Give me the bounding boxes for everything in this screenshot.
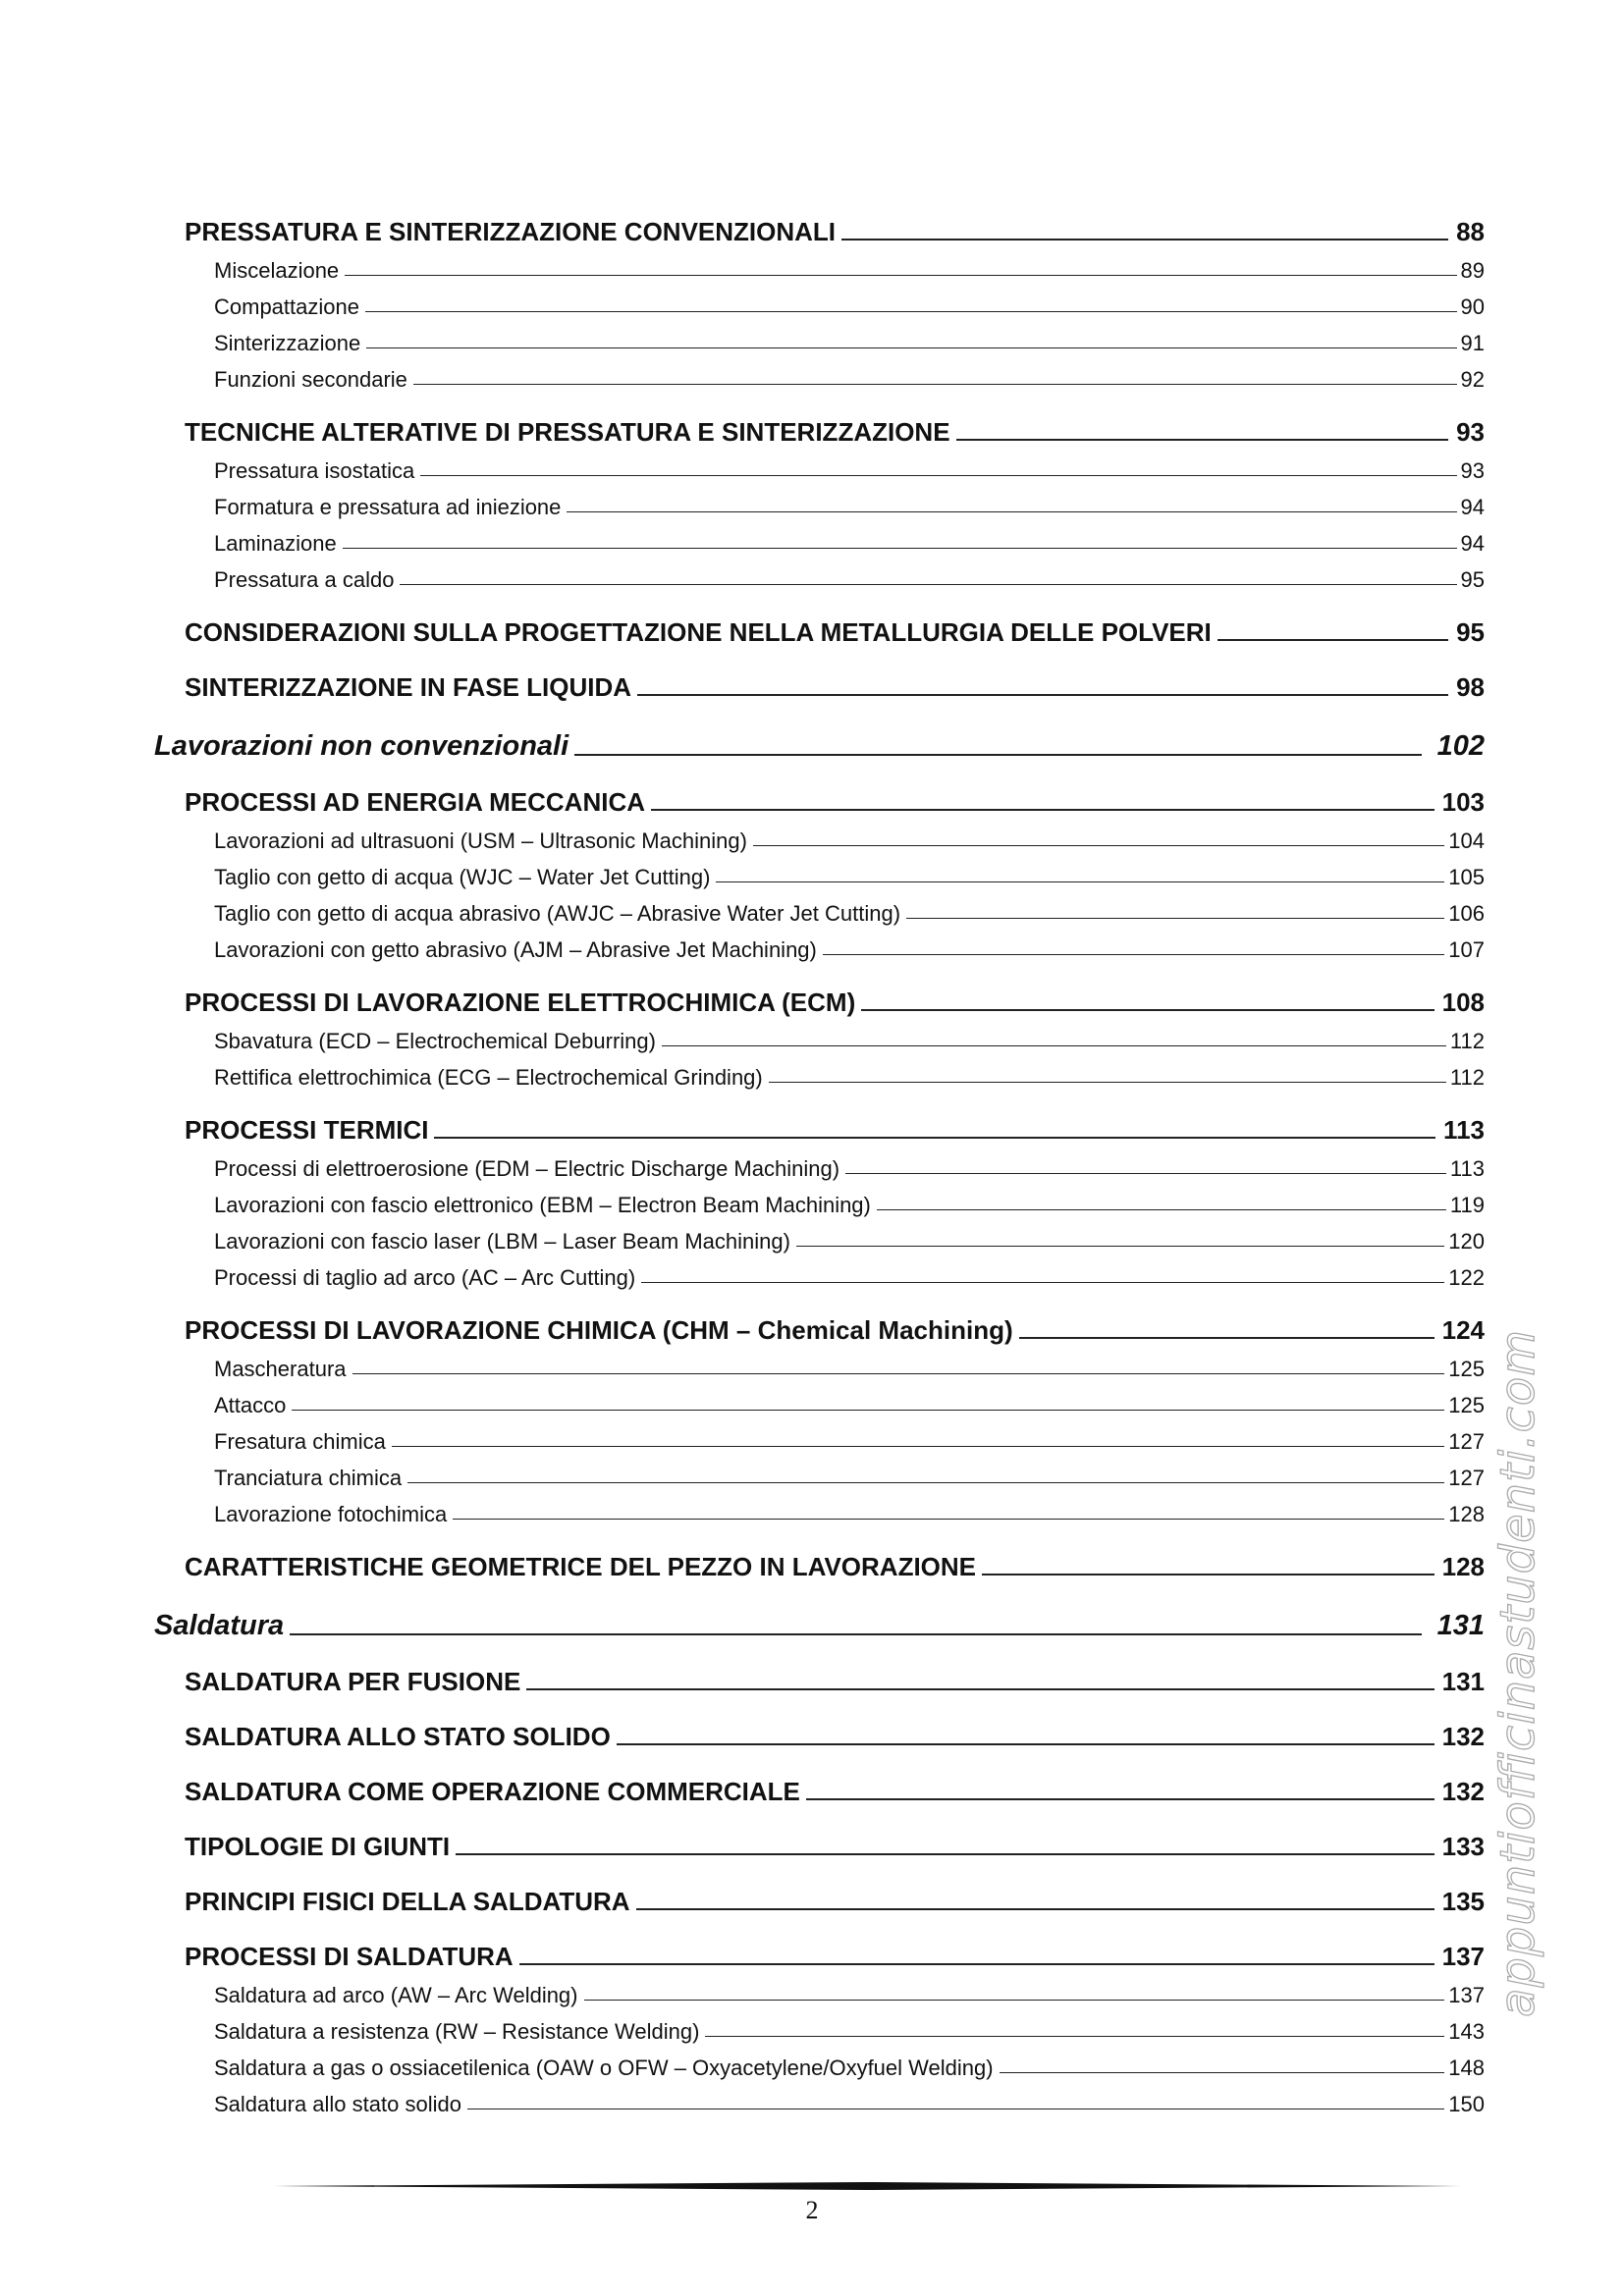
toc-section-entry[interactable] — [154, 1307, 1485, 1346]
toc-entry-page: 128 — [1448, 1502, 1485, 1526]
toc-leader-line — [352, 1373, 1445, 1374]
toc-entry-title: Lavorazioni non convenzionali — [154, 730, 569, 762]
toc-leader-line — [823, 954, 1444, 955]
toc-entry-title: Processi di elettroerosione (EDM – Electric Discharge Machining) — [214, 1156, 840, 1181]
toc-entry-page: 125 — [1448, 1393, 1485, 1417]
toc-leader-line — [769, 1082, 1446, 1083]
toc-leader-line — [343, 548, 1457, 549]
toc-entry-title: Saldatura ad arco (AW – Arc Welding) — [214, 1983, 578, 2007]
toc-leader-line — [861, 1009, 1434, 1011]
toc-leader-line — [841, 239, 1448, 240]
toc-leader-line — [1218, 639, 1448, 641]
toc-section-entry[interactable] — [154, 208, 1485, 247]
toc-entry-title: SALDATURA ALLO STATO SOLIDO — [185, 1722, 611, 1751]
toc-subsection-entry[interactable] — [154, 484, 1485, 520]
toc-entry-page: 93 — [1460, 458, 1485, 483]
toc-entry-title: Taglio con getto di acqua (WJC – Water Jet Cutting) — [214, 865, 711, 889]
toc-entry-page: 112 — [1449, 1065, 1485, 1090]
toc-leader-line — [392, 1446, 1444, 1447]
toc-entry-page: 102 — [1436, 730, 1485, 762]
toc-entry-title: Taglio con getto di acqua abrasivo (AWJC – Abrasive Water Jet Cutting) — [214, 901, 901, 926]
toc-section-entry[interactable] — [154, 1543, 1485, 1582]
toc-leader-line — [796, 1246, 1444, 1247]
toc-leader-line — [526, 1688, 1434, 1690]
toc-entry-page: 124 — [1441, 1315, 1485, 1345]
toc-subsection-entry[interactable] — [154, 284, 1485, 320]
toc-subsection-entry[interactable] — [154, 1418, 1485, 1455]
toc-section-entry[interactable] — [154, 664, 1485, 703]
toc-entry-page: 104 — [1448, 828, 1485, 853]
toc-leader-line — [753, 845, 1444, 846]
toc-entry-page: 143 — [1448, 2019, 1485, 2044]
toc-entry-page: 107 — [1448, 937, 1485, 962]
toc-leader-line — [420, 475, 1456, 476]
toc-entry-title: Miscelazione — [214, 258, 340, 283]
toc-leader-line — [806, 1798, 1435, 1800]
toc-entry-page: 133 — [1441, 1832, 1485, 1861]
toc-entry-page: 137 — [1448, 1983, 1485, 2007]
toc-entry-page: 95 — [1456, 617, 1485, 647]
toc-subsection-entry[interactable] — [154, 854, 1485, 890]
toc-entry-page: 92 — [1460, 367, 1485, 392]
toc-leader-line — [567, 511, 1456, 512]
toc-entry-title: Mascheratura — [214, 1357, 347, 1381]
toc-subsection-entry[interactable] — [154, 320, 1485, 356]
toc-entry-title: PROCESSI DI LAVORAZIONE ELETTROCHIMICA (ECM) — [185, 988, 856, 1017]
toc-leader-line — [366, 347, 1456, 348]
toc-entry-title: PROCESSI DI LAVORAZIONE CHIMICA (CHM – Chemical Machining) — [185, 1315, 1013, 1345]
toc-leader-line — [345, 275, 1456, 276]
toc-entry-page: 150 — [1448, 2092, 1485, 2116]
toc-entry-page: 95 — [1460, 567, 1485, 592]
toc-section-entry[interactable] — [154, 1106, 1485, 1146]
toc-section-entry[interactable] — [154, 1768, 1485, 1807]
toc-entry-title: Funzioni secondarie — [214, 367, 407, 392]
toc-subsection-entry[interactable] — [154, 1146, 1485, 1182]
toc-leader-line — [400, 584, 1456, 585]
toc-entry-page: 94 — [1460, 495, 1485, 519]
toc-entry-title: PROCESSI DI SALDATURA — [185, 1942, 514, 1971]
toc-entry-title: Attacco — [214, 1393, 287, 1417]
toc-leader-line — [956, 439, 1449, 441]
toc-entry-page: 91 — [1460, 331, 1485, 355]
toc-entry-title: Saldatura — [154, 1610, 285, 1641]
toc-entry-title: Sbavatura (ECD – Electrochemical Deburring) — [214, 1029, 656, 1053]
toc-entry-page: 132 — [1441, 1722, 1485, 1751]
toc-entry-title: Lavorazione fotochimica — [214, 1502, 448, 1526]
toc-entry-page: 131 — [1436, 1610, 1485, 1641]
toc-subsection-entry[interactable] — [154, 1218, 1485, 1255]
toc-leader-line — [641, 1282, 1444, 1283]
toc-leader-line — [407, 1482, 1444, 1483]
toc-entry-page: 122 — [1448, 1265, 1485, 1290]
footer-divider — [273, 2182, 1461, 2190]
toc-subsection-entry[interactable] — [154, 2081, 1485, 2117]
toc-entry-title: CONSIDERAZIONI SULLA PROGETTAZIONE NELLA METALLURGIA DELLE POLVERI — [185, 617, 1212, 647]
toc-subsection-entry[interactable] — [154, 1054, 1485, 1091]
toc-entry-page: 106 — [1448, 901, 1485, 926]
toc-section-entry[interactable] — [154, 979, 1485, 1018]
toc-entry-page: 108 — [1441, 988, 1485, 1017]
toc-entry-page: 119 — [1449, 1193, 1485, 1217]
toc-leader-line — [456, 1853, 1434, 1855]
toc-entry-page: 113 — [1449, 1156, 1485, 1181]
toc-leader-line — [292, 1410, 1444, 1411]
toc-entry-page: 125 — [1448, 1357, 1485, 1381]
page-number: 2 — [805, 2196, 819, 2224]
toc-chapter-entry[interactable] — [154, 1585, 1485, 1642]
toc-leader-line — [982, 1574, 1435, 1575]
toc-subsection-entry[interactable] — [154, 2045, 1485, 2081]
toc-entry-title: PROCESSI TERMICI — [185, 1115, 429, 1145]
toc-subsection-entry[interactable] — [154, 557, 1485, 593]
toc-leader-line — [716, 881, 1444, 882]
toc-subsection-entry[interactable] — [154, 890, 1485, 927]
toc-leader-line — [519, 1963, 1435, 1965]
toc-subsection-entry[interactable] — [154, 1255, 1485, 1291]
toc-leader-line — [413, 384, 1457, 385]
toc-entry-title: Lavorazioni ad ultrasuoni (USM – Ultrasonic Machining) — [214, 828, 747, 853]
toc-chapter-entry[interactable] — [154, 706, 1485, 763]
toc-entry-title: SINTERIZZAZIONE IN FASE LIQUIDA — [185, 672, 632, 702]
toc-subsection-entry[interactable] — [154, 1491, 1485, 1527]
toc-entry-page: 94 — [1460, 531, 1485, 556]
toc-entry-title: PRESSATURA E SINTERIZZAZIONE CONVENZIONALI — [185, 217, 837, 246]
toc-entry-page: 103 — [1441, 787, 1485, 817]
toc-subsection-entry[interactable] — [154, 1455, 1485, 1491]
toc-entry-title: PROCESSI AD ENERGIA MECCANICA — [185, 787, 646, 817]
toc-entry-title: TIPOLOGIE DI GIUNTI — [185, 1832, 451, 1861]
toc-entry-page: 98 — [1456, 672, 1485, 702]
toc-entry-title: Lavorazioni con fascio elettronico (EBM – Electron Beam Machining) — [214, 1193, 871, 1217]
toc-section-entry[interactable] — [154, 778, 1485, 818]
toc-subsection-entry[interactable] — [154, 927, 1485, 963]
toc-entry-page: 113 — [1443, 1115, 1485, 1145]
toc-leader-line — [906, 918, 1444, 919]
toc-subsection-entry[interactable] — [154, 356, 1485, 393]
toc-entry-title: Laminazione — [214, 531, 337, 556]
toc-entry-title: Tranciatura chimica — [214, 1466, 403, 1490]
toc-leader-line — [877, 1209, 1446, 1210]
toc-subsection-entry[interactable] — [154, 448, 1485, 484]
toc-leader-line — [636, 1908, 1435, 1910]
toc-leader-line — [574, 754, 1421, 756]
toc-entry-page: 131 — [1441, 1667, 1485, 1696]
toc-section-entry[interactable] — [154, 1878, 1485, 1917]
toc-section-entry[interactable] — [154, 1713, 1485, 1752]
toc-leader-line — [434, 1137, 1435, 1139]
toc-entry-page: 88 — [1456, 217, 1485, 246]
toc-entry-page: 89 — [1460, 258, 1485, 283]
toc-entry-title: CARATTERISTICHE GEOMETRICE DEL PEZZO IN LAVORAZIONE — [185, 1552, 977, 1581]
toc-entry-title: Formatura e pressatura ad iniezione — [214, 495, 562, 519]
toc-entry-title: Processi di taglio ad arco (AC – Arc Cutting) — [214, 1265, 636, 1290]
toc-subsection-entry[interactable] — [154, 1182, 1485, 1218]
toc-entry-page: 93 — [1456, 417, 1485, 447]
toc-subsection-entry[interactable] — [154, 520, 1485, 557]
toc-subsection-entry[interactable] — [154, 1346, 1485, 1382]
toc-entry-page: 127 — [1448, 1429, 1485, 1454]
toc-section-entry[interactable] — [154, 609, 1485, 648]
toc-section-entry[interactable] — [154, 1823, 1485, 1862]
toc-entry-title: Saldatura a resistenza (RW – Resistance Welding) — [214, 2019, 700, 2044]
toc-entry-title: Lavorazioni con fascio laser (LBM – Laser Beam Machining) — [214, 1229, 790, 1254]
toc-entry-page: 148 — [1448, 2056, 1485, 2080]
toc-leader-line — [845, 1173, 1446, 1174]
toc-subsection-entry[interactable] — [154, 1972, 1485, 2008]
toc-entry-title: Sinterizzazione — [214, 331, 361, 355]
toc-entry-title: Pressatura a caldo — [214, 567, 395, 592]
toc-entry-page: 105 — [1448, 865, 1485, 889]
toc-subsection-entry[interactable] — [154, 247, 1485, 284]
toc-leader-line — [651, 809, 1435, 811]
toc-section-entry[interactable] — [154, 408, 1485, 448]
toc-entry-page: 135 — [1441, 1887, 1485, 1916]
toc-entry-page: 132 — [1441, 1777, 1485, 1806]
toc-section-entry[interactable] — [154, 1933, 1485, 1972]
toc-leader-line — [290, 1633, 1421, 1635]
toc-entry-title: SALDATURA COME OPERAZIONE COMMERCIALE — [185, 1777, 800, 1806]
toc-leader-line — [453, 1519, 1444, 1520]
toc-entry-page: 128 — [1441, 1552, 1485, 1581]
toc-entry-title: Pressatura isostatica — [214, 458, 415, 483]
toc-section-entry[interactable] — [154, 1658, 1485, 1697]
toc-entry-page: 120 — [1448, 1229, 1485, 1254]
toc-leader-line — [705, 2036, 1444, 2037]
toc-entry-page: 127 — [1448, 1466, 1485, 1490]
toc-leader-line — [1019, 1337, 1435, 1339]
toc-entry-title: TECNICHE ALTERATIVE DI PRESSATURA E SINTERIZZAZIONE — [185, 417, 950, 447]
toc-subsection-entry[interactable] — [154, 1018, 1485, 1054]
toc-entry-page: 112 — [1449, 1029, 1485, 1053]
table-of-contents — [154, 192, 1485, 2117]
toc-entry-title: Saldatura allo stato solido — [214, 2092, 461, 2116]
toc-entry-title: PRINCIPI FISICI DELLA SALDATURA — [185, 1887, 630, 1916]
toc-leader-line — [365, 311, 1457, 312]
toc-leader-line — [1000, 2072, 1445, 2073]
toc-leader-line — [584, 2000, 1445, 2001]
watermark-text: appuntiofficinastudenti.com — [1490, 1328, 1545, 2017]
toc-subsection-entry[interactable] — [154, 818, 1485, 854]
toc-entry-title: Saldatura a gas o ossiacetilenica (OAW o OFW – Oxyacetylene/Oxyfuel Welding) — [214, 2056, 994, 2080]
toc-entry-page: 90 — [1460, 294, 1485, 319]
toc-entry-title: Rettifica elettrochimica (ECG – Electrochemical Grinding) — [214, 1065, 763, 1090]
toc-leader-line — [617, 1743, 1435, 1745]
toc-entry-title: SALDATURA PER FUSIONE — [185, 1667, 521, 1696]
toc-leader-line — [662, 1045, 1446, 1046]
toc-subsection-entry[interactable] — [154, 2008, 1485, 2045]
toc-entry-title: Lavorazioni con getto abrasivo (AJM – Abrasive Jet Machining) — [214, 937, 817, 962]
toc-subsection-entry[interactable] — [154, 1382, 1485, 1418]
toc-entry-title: Compattazione — [214, 294, 359, 319]
toc-leader-line — [637, 694, 1448, 696]
toc-entry-page: 137 — [1441, 1942, 1485, 1971]
toc-entry-title: Fresatura chimica — [214, 1429, 386, 1454]
